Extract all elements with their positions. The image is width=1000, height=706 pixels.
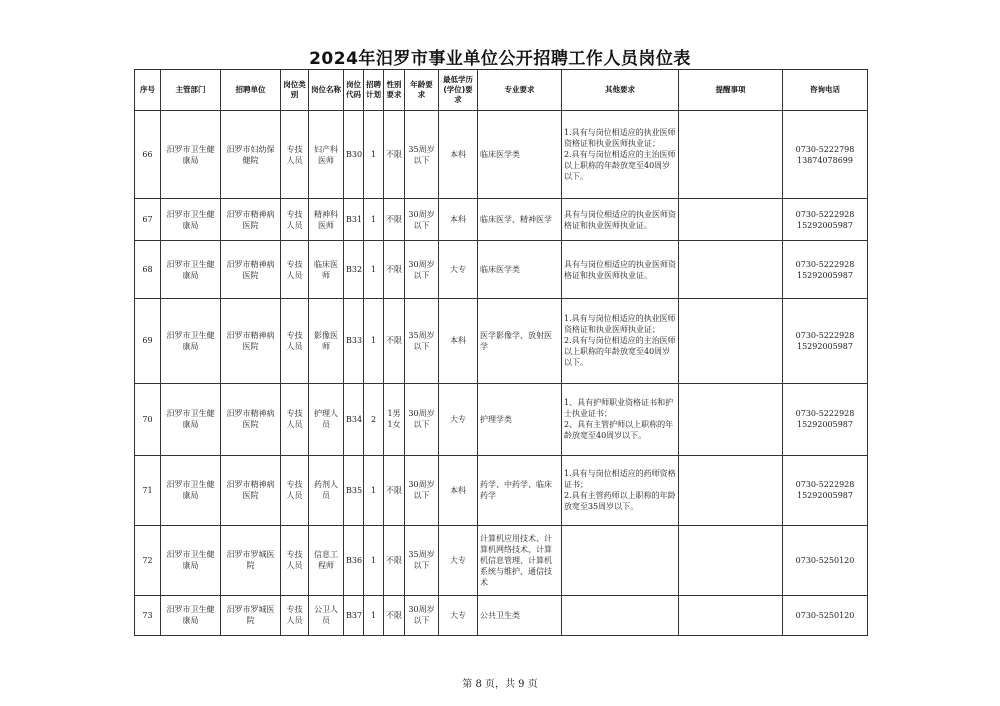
- cell-dept: 汨罗市卫生健康局: [161, 455, 221, 525]
- header-cell: 主管部门: [161, 70, 221, 111]
- cell-remind: [679, 299, 783, 383]
- cell-gender: 不限: [384, 595, 405, 635]
- cell-remind: [679, 111, 783, 199]
- cell-age: 35周岁以下: [405, 525, 439, 595]
- cell-gender: 不限: [384, 241, 405, 299]
- table-row: [135, 455, 868, 525]
- header-cell: 岗位类别: [281, 70, 309, 111]
- cell-plan: 1: [364, 455, 384, 525]
- cell-other: 1.具有与岗位相适应的药师资格证书； 2.具有主管药师以上职称的年龄放宽至35周岁以下。: [562, 455, 679, 525]
- cell-seq: 72: [135, 525, 161, 595]
- header-cell: 序号: [135, 70, 161, 111]
- cell-plan: 1: [364, 595, 384, 635]
- cell-other: [562, 595, 679, 635]
- cell-age: 30周岁以下: [405, 455, 439, 525]
- cell-plan: 1: [364, 111, 384, 199]
- cell-category: 专技人员: [281, 199, 309, 241]
- cell-major: 医学影像学、放射医学: [478, 299, 562, 383]
- cell-gender: 1男 1女: [384, 383, 405, 455]
- cell-edu: 大专: [439, 595, 478, 635]
- header-row: [135, 70, 868, 111]
- cell-unit: 汨罗市妇幼保健院: [221, 111, 281, 199]
- cell-unit: 汨罗市精神病医院: [221, 455, 281, 525]
- cell-gender: 不限: [384, 299, 405, 383]
- cell-phone: 0730-5222928 15292005987: [783, 299, 868, 383]
- cell-category: 专技人员: [281, 455, 309, 525]
- cell-edu: 大专: [439, 383, 478, 455]
- cell-plan: 1: [364, 299, 384, 383]
- cell-major: 药学、中药学、临床药学: [478, 455, 562, 525]
- cell-edu: 大专: [439, 525, 478, 595]
- cell-age: 30周岁以下: [405, 595, 439, 635]
- cell-code: B36: [344, 525, 364, 595]
- header-cell: 年龄要求: [405, 70, 439, 111]
- cell-code: B33: [344, 299, 364, 383]
- table-row: [135, 383, 868, 455]
- cell-seq: 68: [135, 241, 161, 299]
- table-row: [135, 525, 868, 595]
- cell-age: 30周岁以下: [405, 241, 439, 299]
- cell-phone: 0730-5222928 15292005987: [783, 241, 868, 299]
- table-row: [135, 241, 868, 299]
- cell-unit: 汨罗市精神病医院: [221, 241, 281, 299]
- header-cell: 招聘计划: [364, 70, 384, 111]
- cell-plan: 2: [364, 383, 384, 455]
- cell-other: 1、具有护师职业资格证书和护士执业证书； 2、具有主管护师以上职称的年龄放宽至40周岁以下。: [562, 383, 679, 455]
- cell-unit: 汨罗市精神病医院: [221, 199, 281, 241]
- cell-phone: 0730-5222928 15292005987: [783, 455, 868, 525]
- cell-category: 专技人员: [281, 111, 309, 199]
- cell-seq: 66: [135, 111, 161, 199]
- cell-age: 30周岁以下: [405, 199, 439, 241]
- cell-other: 1.具有与岗位相适应的执业医师资格证和执业医师执业证； 2.具有与岗位相适应的主治医师以上职称的年龄放宽至40周岁以下。: [562, 111, 679, 199]
- cell-phone: 0730-5222798 13874078699: [783, 111, 868, 199]
- cell-post: 影像医师: [309, 299, 344, 383]
- cell-post: 药剂人员: [309, 455, 344, 525]
- header-cell: 咨询电话: [783, 70, 868, 111]
- cell-dept: 汨罗市卫生健康局: [161, 525, 221, 595]
- cell-post: 公卫人员: [309, 595, 344, 635]
- cell-edu: 大专: [439, 241, 478, 299]
- cell-post: 信息工程师: [309, 525, 344, 595]
- cell-other: [562, 525, 679, 595]
- cell-dept: 汨罗市卫生健康局: [161, 241, 221, 299]
- cell-code: B35: [344, 455, 364, 525]
- cell-major: 临床医学、精神医学: [478, 199, 562, 241]
- cell-age: 30周岁以下: [405, 383, 439, 455]
- cell-phone: 0730-5222928 15292005987: [783, 199, 868, 241]
- cell-age: 35周岁以下: [405, 111, 439, 199]
- cell-major: 临床医学类: [478, 111, 562, 199]
- cell-category: 专技人员: [281, 595, 309, 635]
- cell-dept: 汨罗市卫生健康局: [161, 199, 221, 241]
- cell-category: 专技人员: [281, 241, 309, 299]
- cell-unit: 汨罗市精神病医院: [221, 299, 281, 383]
- cell-seq: 69: [135, 299, 161, 383]
- cell-remind: [679, 525, 783, 595]
- cell-remind: [679, 383, 783, 455]
- cell-code: B32: [344, 241, 364, 299]
- cell-unit: 汨罗市罗城医院: [221, 595, 281, 635]
- cell-seq: 70: [135, 383, 161, 455]
- cell-dept: 汨罗市卫生健康局: [161, 111, 221, 199]
- cell-remind: [679, 241, 783, 299]
- header-cell: 专业要求: [478, 70, 562, 111]
- cell-phone: 0730-5222928 15292005987: [783, 383, 868, 455]
- page-number: 第 8 页，共 9 页: [462, 679, 538, 690]
- cell-remind: [679, 595, 783, 635]
- header-cell: 其他要求: [562, 70, 679, 111]
- cell-other: 具有与岗位相适应的执业医师资格证和执业医师执业证。: [562, 199, 679, 241]
- cell-age: 35周岁以下: [405, 299, 439, 383]
- cell-dept: 汨罗市卫生健康局: [161, 299, 221, 383]
- cell-unit: 汨罗市精神病医院: [221, 383, 281, 455]
- cell-phone: 0730-5250120: [783, 525, 868, 595]
- cell-gender: 不限: [384, 525, 405, 595]
- cell-gender: 不限: [384, 199, 405, 241]
- cell-seq: 73: [135, 595, 161, 635]
- table-row: [135, 111, 868, 199]
- cell-code: B31: [344, 199, 364, 241]
- job-positions-table: [134, 69, 868, 636]
- table-row: [135, 595, 868, 635]
- cell-dept: 汨罗市卫生健康局: [161, 383, 221, 455]
- header-cell: 性别要求: [384, 70, 405, 111]
- cell-category: 专技人员: [281, 383, 309, 455]
- cell-plan: 1: [364, 525, 384, 595]
- cell-post: 妇产科医师: [309, 111, 344, 199]
- cell-major: 公共卫生类: [478, 595, 562, 635]
- header-cell: 最低学历(学位)要求: [439, 70, 478, 111]
- cell-phone: 0730-5250120: [783, 595, 868, 635]
- cell-dept: 汨罗市卫生健康局: [161, 595, 221, 635]
- cell-code: B37: [344, 595, 364, 635]
- cell-plan: 1: [364, 241, 384, 299]
- cell-post: 护理人员: [309, 383, 344, 455]
- cell-category: 专技人员: [281, 299, 309, 383]
- cell-code: B30: [344, 111, 364, 199]
- cell-gender: 不限: [384, 455, 405, 525]
- cell-remind: [679, 199, 783, 241]
- header-cell: 招聘单位: [221, 70, 281, 111]
- cell-edu: 本科: [439, 111, 478, 199]
- header-cell: 提醒事项: [679, 70, 783, 111]
- cell-edu: 本科: [439, 299, 478, 383]
- header-cell: 岗位代码: [344, 70, 364, 111]
- cell-category: 专技人员: [281, 525, 309, 595]
- cell-other: 具有与岗位相适应的执业医师资格证和执业医师执业证。: [562, 241, 679, 299]
- cell-seq: 71: [135, 455, 161, 525]
- table-row: [135, 199, 868, 241]
- cell-unit: 汨罗市罗城医院: [221, 525, 281, 595]
- cell-remind: [679, 455, 783, 525]
- cell-major: 护理学类: [478, 383, 562, 455]
- cell-other: 1.具有与岗位相适应的执业医师资格证和执业医师执业证； 2.具有与岗位相适应的主治医师以上职称的年龄放宽至40周岁以下。: [562, 299, 679, 383]
- cell-code: B34: [344, 383, 364, 455]
- header-cell: 岗位名称: [309, 70, 344, 111]
- cell-edu: 本科: [439, 199, 478, 241]
- page-title: 2024年汨罗市事业单位公开招聘工作人员岗位表: [309, 49, 691, 69]
- cell-post: 精神科医师: [309, 199, 344, 241]
- cell-gender: 不限: [384, 111, 405, 199]
- cell-edu: 本科: [439, 455, 478, 525]
- cell-major: 临床医学类: [478, 241, 562, 299]
- cell-major: 计算机应用技术、计算机网络技术、计算机信息管理、计算机系统与维护、通信技术: [478, 525, 562, 595]
- table-row: [135, 299, 868, 383]
- cell-plan: 1: [364, 199, 384, 241]
- cell-post: 临床医师: [309, 241, 344, 299]
- cell-seq: 67: [135, 199, 161, 241]
